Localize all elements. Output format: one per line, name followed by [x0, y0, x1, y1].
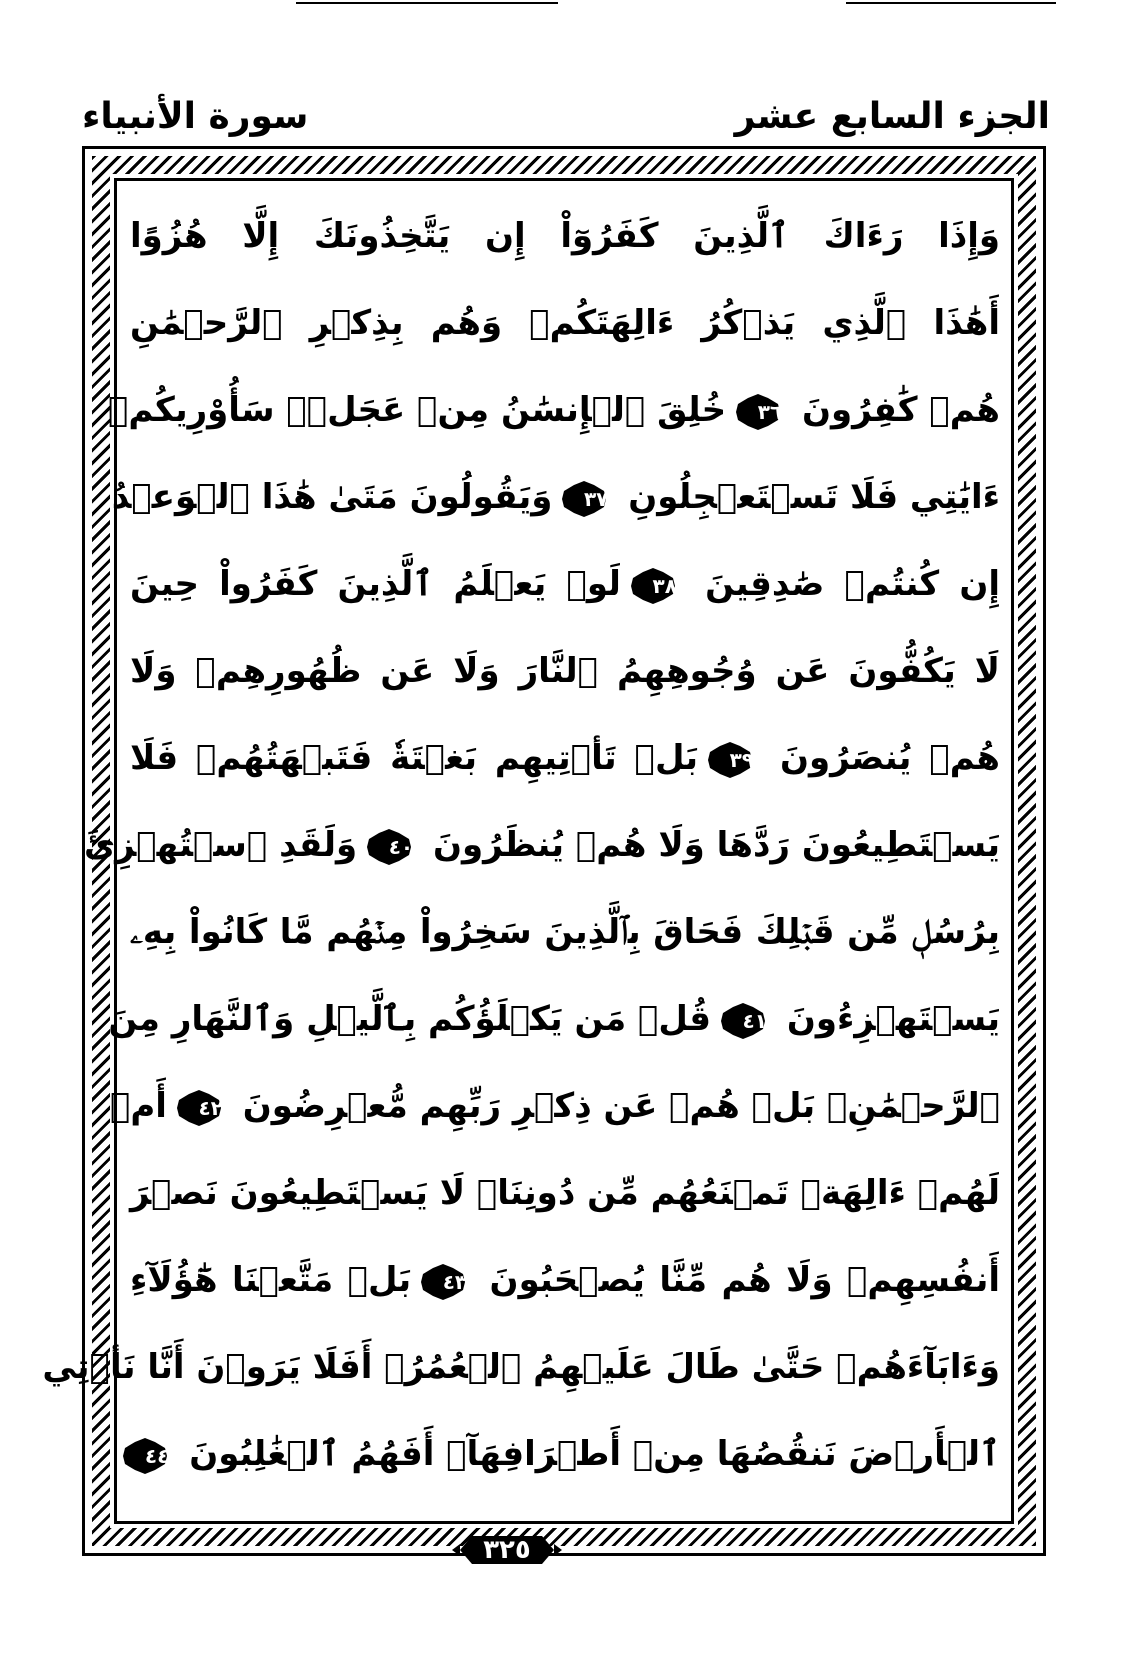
- ayah-number: ٤٤: [144, 1443, 170, 1468]
- verse-text: ٱلۡأَرۡضَ نَنقُصُهَا مِنۡ أَطۡرَافِهَآۚ أَفَهُمُ ٱلۡغَٰلِبُونَ: [189, 1434, 1000, 1474]
- text-line: [83, 805, 1000, 885]
- text-line: [109, 1066, 1000, 1146]
- ayah-number: ٤٣: [442, 1269, 468, 1294]
- text-line: [130, 892, 1000, 972]
- juz-title: الجزء السابع عشر: [734, 96, 1050, 137]
- verse-text: وَءَابَآءَهُمۡ حَتَّىٰ طَالَ عَلَيۡهِمُ ٱلۡعُمُرُۗ أَفَلَا يَرَوۡنَ أَنَّا نَأۡتِي: [42, 1347, 1000, 1387]
- verse-text: ءَايَٰتِي فَلَا تَسۡتَعۡجِلُونِ: [628, 477, 1000, 517]
- ayah-marker-icon: [629, 566, 677, 606]
- ayah-marker-icon: [365, 827, 413, 867]
- ayah-marker-icon: [560, 479, 608, 519]
- ayah-marker-icon: [706, 740, 754, 780]
- verse-text: خُلِقَ ٱلۡإِنسَٰنُ مِنۡ عَجَلٖۚ سَأُوْرِيكُمۡ: [107, 390, 727, 430]
- verse-text: بَلۡ تَأۡتِيهِم بَغۡتَةٗ فَتَبۡهَتُهُمۡ فَلَا: [130, 738, 699, 778]
- verse-text: أَمۡ: [109, 1086, 167, 1126]
- text-line: [42, 1327, 1000, 1407]
- ayah-marker-icon: [419, 1262, 467, 1302]
- verse-text: وَلَقَدِ ٱسۡتُهۡزِئَ: [83, 825, 358, 865]
- ayah-number: ٣٧: [583, 486, 609, 511]
- page-number: ٣٢٥: [483, 1535, 531, 1565]
- text-line: [107, 370, 1000, 450]
- verse-text: هُمۡ كَٰفِرُونَ: [801, 390, 1000, 430]
- verse-text: هُمۡ يُنصَرُونَ: [779, 738, 1000, 778]
- verse-text: وَإِذَا رَءَاكَ ٱلَّذِينَ كَفَرُوٓاْ إِن يَتَّخِذُونَكَ إِلَّا هُزُوًا: [130, 216, 1000, 256]
- ayah-number: ٣٨: [652, 573, 677, 598]
- verse-text: ٱلرَّحۡمَٰنِۗ بَلۡ هُمۡ عَن ذِكۡرِ رَبِّهِم مُّعۡرِضُونَ: [242, 1086, 1000, 1126]
- verse-text: لَهُمۡ ءَالِهَةٞ تَمۡنَعُهُم مِّن دُونِنَاۚ لَا يَسۡتَطِيعُونَ نَصۡرَ: [130, 1173, 1000, 1213]
- verse-text: بَلۡ مَتَّعۡنَا هَٰٓؤُلَآءِ: [130, 1260, 412, 1300]
- text-line: [130, 196, 1000, 276]
- text-line: [130, 1153, 1000, 1233]
- verse-text: أَهَٰذَا ٱلَّذِي يَذۡكُرُ ءَالِهَتَكُمۡ وَهُم بِذِكۡرِ ٱلرَّحۡمَٰنِ: [130, 303, 1000, 343]
- text-line: [130, 1414, 1000, 1494]
- ayah-number: ٤١: [742, 1008, 767, 1033]
- page-number-badge: [452, 1530, 562, 1570]
- verse-text: يَسۡتَطِيعُونَ رَدَّهَا وَلَا هُمۡ يُنظَرُونَ: [432, 825, 1000, 865]
- verse-text: وَيَقُولُونَ مَتَىٰ هَٰذَا ٱلۡوَعۡدُ: [111, 477, 553, 517]
- text-line: [130, 544, 1000, 624]
- ayah-number: ٤٢: [198, 1095, 223, 1120]
- verse-text: يَسۡتَهۡزِءُونَ: [786, 999, 1000, 1039]
- ayah-number: ٣٩: [729, 747, 755, 772]
- ayah-marker-icon: [121, 1436, 169, 1476]
- text-line: [130, 718, 1000, 798]
- verse-text: لَا يَكُفُّونَ عَن وُجُوهِهِمُ ٱلنَّارَ وَلَا عَن ظُهُورِهِمۡ وَلَا: [130, 651, 1000, 691]
- ayah-marker-icon: [719, 1001, 767, 1041]
- verse-text: لَوۡ يَعۡلَمُ ٱلَّذِينَ كَفَرُواْ حِينَ: [130, 564, 621, 604]
- ayah-number: ٤٠: [388, 834, 414, 859]
- text-line: [130, 283, 1000, 363]
- top-rule-right: [846, 2, 1056, 4]
- verse-text: إِن كُنتُمۡ صَٰدِقِينَ: [705, 564, 1000, 604]
- surah-title: سورة الأنبياء: [82, 96, 309, 137]
- text-line: [111, 457, 1000, 537]
- verse-text: قُلۡ مَن يَكۡلَؤُكُم بِٱلَّيۡلِ وَٱلنَّهَارِ مِنَ: [108, 999, 711, 1039]
- verse-text: بِرُسُلٖ مِّن قَبۡلِكَ فَحَاقَ بِٱلَّذِينَ سَخِرُواْ مِنۡهُم مَّا كَانُواْ بِهِۦ: [130, 912, 1000, 952]
- text-line: [108, 979, 1000, 1059]
- ayah-number: ٣٦: [757, 399, 783, 424]
- ayah-marker-icon: [175, 1088, 223, 1128]
- text-line: [130, 631, 1000, 711]
- quran-text: [42, 196, 1000, 1508]
- ayah-marker-icon: [734, 392, 782, 432]
- top-rule-left: [296, 2, 558, 4]
- verse-text: أَنفُسِهِمۡ وَلَا هُم مِّنَّا يُصۡحَبُونَ: [489, 1260, 1000, 1300]
- text-line: [130, 1240, 1000, 1320]
